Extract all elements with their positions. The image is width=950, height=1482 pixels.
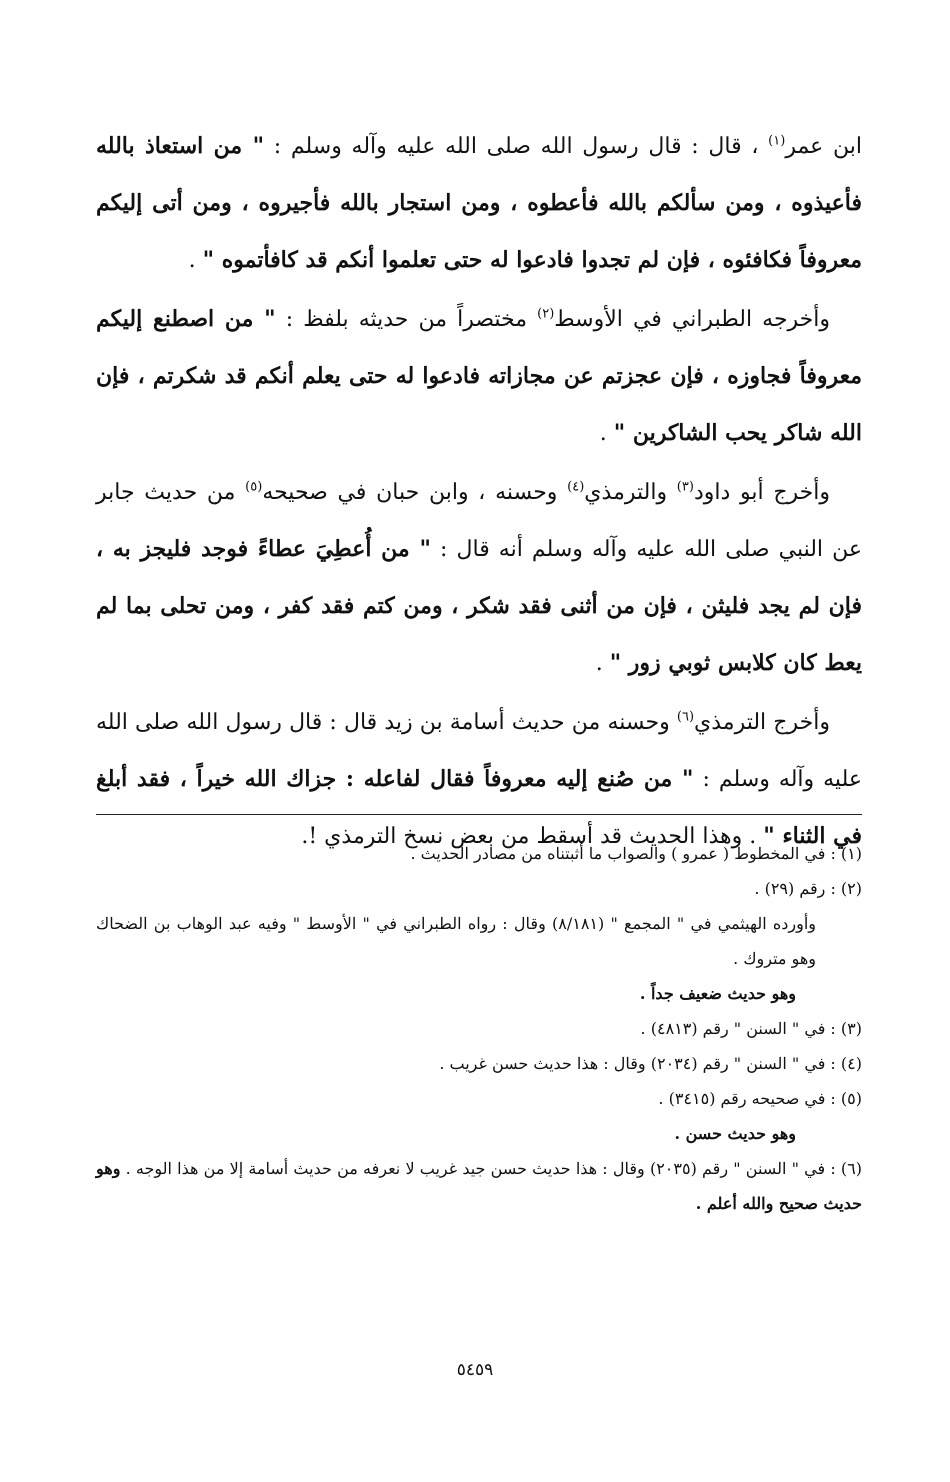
paragraph-1 (96, 118, 862, 289)
text: وأخرج الترمذي (694, 710, 830, 735)
text: والترمذي (584, 480, 677, 505)
text: وحسنه من حديث أسامة بن زيد قال : قال رسول الله صلى الله عليه وآله وسلم : (96, 710, 862, 792)
hadith-quote: " من استعاذ بالله فأعيذوه ، ومن سألكم بالله فأعطوه ، ومن استجار بالله فأجيروه ، ومن أتى إليكم معروفاً فكافئوه ، فإن لم تجدوا فادعوا له حتى تعلموا أنكم قد كافأتموه " (96, 133, 862, 273)
footnote-3: (٣) : في " السنن " رقم (٤٨١٣) . (640, 1019, 862, 1038)
text: من حديث جابر عن النبي صلى الله عليه وآله وسلم أنه قال : (96, 480, 863, 562)
page-number: ٥٤٥٩ (456, 1360, 494, 1380)
text: ابن عمر (785, 134, 862, 159)
footnote-5: (٥) : في صحيحه رقم (٣٤١٥) . (658, 1089, 862, 1108)
footnote-ref-4: (٤) (567, 479, 585, 495)
text: . (595, 651, 610, 676)
paragraph-3 (96, 464, 862, 692)
footnote-2-grading: وهو حديث ضعيف جداً . (639, 984, 796, 1003)
footnote-ref-5: (٥) (245, 479, 263, 495)
footnote-6 (96, 1151, 862, 1221)
footnote-5-grading: وهو حديث حسن . (674, 1124, 796, 1143)
text: مختصراً من حديثه بلفظ : (275, 307, 538, 332)
text: . وهذا الحديث قد أسقط من بعض نسخ الترمذي !. (301, 824, 764, 849)
hadith-quote: " من أُعطِيَ عطاءً فوجد فليجز به ، فإن لم يجد فليثن ، فإن من أثنى فقد شكر ، ومن كتم فقد كفر ، ومن تحلى بما لم يعط كان كلابس ثوبي زور " (96, 536, 862, 676)
text: وأخرج أبو داود (693, 480, 831, 505)
text: . (599, 421, 614, 446)
footnote-2-continuation: وأورده الهيثمي في " المجمع " (٨/١٨١) وقال : رواه الطبراني في " الأوسط " وفيه عبد الوهاب بن الضحاك وهو متروك . (96, 914, 816, 968)
hadith-quote: " من صُنع إليه معروفاً فقال لفاعله : جزاك الله خيراً ، فقد أبلغ في الثناء " (96, 766, 862, 849)
footnote-ref-3: (٣) (676, 479, 694, 495)
footnotes (96, 836, 862, 1221)
footnote-ref-6: (٦) (676, 709, 695, 725)
text: ، قال : قال رسول الله صلى الله عليه وآله وسلم : (264, 134, 759, 159)
text: وأخرجه الطبراني في الأوسط (554, 307, 831, 332)
footnote-2: (٢) : رقم (٢٩) . (754, 879, 862, 898)
footnote-ref-2: (٢) (537, 306, 555, 322)
paragraph-2 (96, 291, 862, 462)
footnote-6-text: (٦) : في " السنن " رقم (٢٠٣٥) وقال : هذا حديث حسن جيد غريب لا نعرفه من حديث أسامة إلا من هذا الوجه . (120, 1159, 862, 1178)
text: . (188, 248, 203, 273)
text: وحسنه ، وابن حبان في صحيحه (262, 480, 568, 505)
footnote-4: (٤) : في " السنن " رقم (٢٠٣٤) وقال : هذا حديث حسن غريب . (439, 1054, 862, 1073)
footnote-6-grading: وهو حديث صحيح والله أعلم . (96, 1159, 862, 1213)
footnote-1: (١) : في المخطوط ( عمرو ) والصواب ما أثبتناه من مصادر الحديث . (410, 844, 862, 863)
hadith-quote: " من اصطنع إليكم معروفاً فجاوزه ، فإن عجزتم عن مجازاته فادعوا له حتى يعلم أنكم قد شكرتم ، فإن الله شاكر يحب الشاكرين " (96, 306, 862, 446)
footnote-ref-1: (١) (768, 133, 786, 149)
footnote-separator (96, 814, 862, 815)
main-text (96, 118, 862, 865)
